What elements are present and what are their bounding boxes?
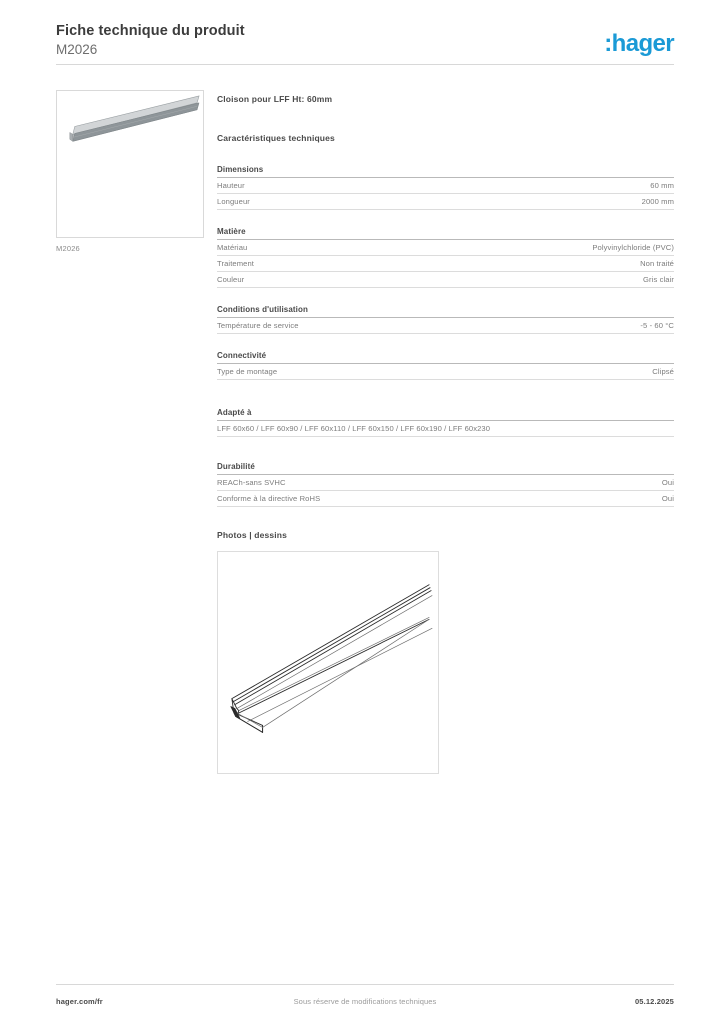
spec-group-durabilite (217, 462, 674, 507)
spec-value: Gris clair (643, 275, 674, 284)
hager-logo: :hager (604, 30, 674, 57)
technical-drawing-image (218, 552, 438, 773)
table-row (217, 491, 674, 507)
thumbnail-caption: M2026 (56, 244, 80, 253)
spec-group-dimensions (217, 165, 674, 210)
spec-group-heading: Conditions d'utilisation (217, 305, 674, 318)
spec-group-heading: Adapté à (217, 408, 674, 421)
spec-label: LFF 60x60 / LFF 60x90 / LFF 60x110 / LFF 60x150 / LFF 60x190 / LFF 60x230 (217, 424, 491, 433)
spec-group-matiere (217, 227, 674, 288)
product-thumbnail (56, 90, 204, 238)
spec-group-connectivite (217, 351, 674, 380)
spec-group-heading: Connectivité (217, 351, 674, 364)
spec-label: Conforme à la directive RoHS (217, 494, 321, 503)
technical-drawing (217, 551, 439, 774)
spec-value: Non traité (640, 259, 674, 268)
spec-group-heading: Matière (217, 227, 674, 240)
spec-label: Longueur (217, 197, 250, 206)
spec-label: Traitement (217, 259, 255, 268)
spec-group-heading: Durabilité (217, 462, 674, 475)
page-header (56, 22, 674, 64)
photos-section-heading: Photos | dessins (217, 530, 287, 540)
footer-website-link[interactable]: hager.com/fr (56, 997, 103, 1006)
footer-disclaimer: Sous réserve de modifications techniques (293, 997, 437, 1006)
spec-value: -5 - 60 °C (640, 321, 674, 330)
table-row (217, 272, 674, 288)
table-row (217, 256, 674, 272)
footer-divider (56, 984, 674, 985)
specs-section-title: Caractéristiques techniques (217, 133, 335, 143)
header-divider (56, 64, 674, 65)
spec-label: Couleur (217, 275, 245, 284)
product-thumbnail-image (57, 91, 203, 237)
table-row (217, 178, 674, 194)
table-row (217, 240, 674, 256)
spec-group-heading: Dimensions (217, 165, 674, 178)
page-title: Fiche technique du produit (56, 23, 245, 39)
spec-value: Polyvinylchloride (PVC) (592, 243, 674, 252)
spec-label: REACh-sans SVHC (217, 478, 286, 487)
footer-date: 05.12.2025 (634, 997, 674, 1006)
table-row (217, 475, 674, 491)
spec-label: Hauteur (217, 181, 245, 190)
table-row (217, 194, 674, 210)
product-name: Cloison pour LFF Ht: 60mm (217, 94, 333, 104)
table-row (217, 318, 674, 334)
product-reference: M2026 (56, 42, 98, 57)
spec-value: 60 mm (650, 181, 674, 190)
spec-group-adapte-a (217, 408, 674, 437)
spec-group-conditions (217, 305, 674, 334)
spec-value: Clipsé (652, 367, 674, 376)
spec-label: Température de service (217, 321, 299, 330)
spec-value: Oui (661, 494, 674, 503)
table-row (217, 421, 674, 437)
spec-label: Matériau (217, 243, 248, 252)
spec-value: 2000 mm (641, 197, 674, 206)
page-footer (56, 997, 674, 1011)
main-content (217, 94, 674, 774)
spec-label: Type de montage (217, 367, 278, 376)
table-row (217, 364, 674, 380)
spec-value: Oui (661, 478, 674, 487)
